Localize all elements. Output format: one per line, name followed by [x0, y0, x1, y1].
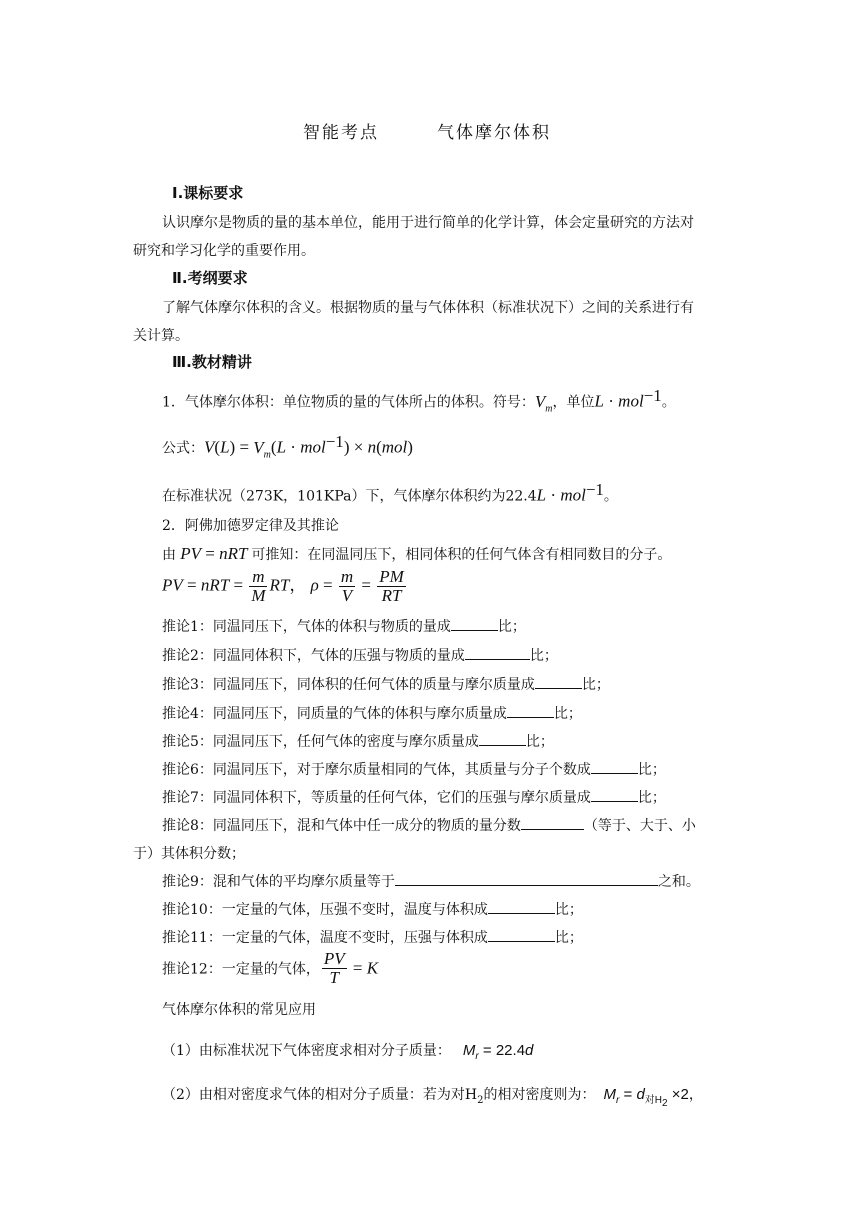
gas-law-formulas: PV = nRT = $\frac{m}{M}$ RT， ρ = $\frac{m}{V}$ = $\frac{PM}{RT}$ [162, 567, 404, 605]
vm-symbol: $V_m$ [534, 391, 553, 415]
corollary-1: 推论1：同温同压下，气体的体积与物质的量成 比； [162, 616, 526, 636]
corollary-6: 推论6：同温同压下，对于摩尔质量相同的气体，其质量与分子个数成 比； [162, 759, 666, 779]
answer-blank[interactable] [535, 674, 582, 689]
formula-label: 公式： [162, 440, 204, 457]
section-2-heading: Ⅱ.考纲要求 [172, 269, 248, 287]
corollary-7: 推论7：同温同体积下，等质量的任何气体，它们的压强与摩尔质量成 比； [162, 787, 666, 807]
applications-heading: 气体摩尔体积的常见应用 [162, 1002, 316, 1018]
answer-blank[interactable] [488, 899, 555, 914]
corollary-3: 推论3：同温同压下，同体积的任何气体的质量与摩尔质量成 比； [162, 674, 610, 694]
answer-blank[interactable] [507, 703, 554, 718]
corollary-8: 推论8：同温同压下，混和气体中任一成分的物质的量分数 （等于、大于、小 [162, 815, 696, 835]
ideal-gas-equation: PV [176, 544, 202, 563]
answer-blank[interactable] [451, 616, 498, 631]
formula-line: 公式：$V(L) = V_m(L \cdot mol^{-1}) \times n(mol)$ [162, 432, 413, 461]
unit-formula: L [594, 391, 604, 411]
item-1-end: 。 [661, 394, 676, 411]
section-1-line-1: 认识摩尔是物质的量的基本单位，能用于进行简单的化学计算，体会定量研究的方法对 [162, 215, 694, 231]
std-text: 在标准状况（273K，101KPa）下，气体摩尔体积约为22.4 [162, 488, 537, 505]
item-1-text: 1．气体摩尔体积：单位物质的量的气体所占的体积。符号： [162, 394, 535, 411]
std-unit: L [536, 485, 547, 505]
answer-blank[interactable] [521, 815, 584, 830]
item-1-unit-prefix: ，单位 [552, 394, 595, 411]
section-2-line-1: 了解气体摩尔体积的含义。根据物质的量与气体体积（标准状况下）之间的关系进行有 [162, 300, 694, 316]
application-2: （2）由相对密度求气体的相对分子质量：若为对$H_2$的相对密度则为： $M_r = d_{对H_2} \times 2$， [162, 1086, 703, 1109]
relative-density-formula: $M_r = d_{对H_2} \times 2$ [603, 1086, 689, 1109]
density-formula: $M_r = 22.4d$ [462, 1042, 534, 1062]
section-1-line-2: 研究和学习化学的重要作用。 [133, 243, 315, 259]
page-title-right: 气体摩尔体积 [437, 123, 551, 143]
std-end: 。 [603, 488, 618, 505]
corollary-4: 推论4：同温同压下，同质量的气体的体积与摩尔质量成 比； [162, 703, 582, 723]
corollary-9: 推论9：混和气体的平均摩尔质量等于 之和。 [162, 871, 700, 891]
derive-line: 由 PV = nRT 可推知：在同温同压下，相同体积的任何气体含有相同数目的分子。 [162, 544, 672, 563]
section-3-heading: Ⅲ.教材精讲 [172, 353, 252, 371]
answer-blank[interactable] [395, 871, 658, 886]
item-2: 2．阿佛加德罗定律及其推论 [162, 518, 339, 534]
combined-gas-law: $\frac{PV}{T}$ [323, 949, 345, 987]
answer-blank[interactable] [591, 787, 638, 802]
page-title-left: 智能考点 [303, 123, 379, 143]
section-2-line-2: 关计算。 [133, 328, 189, 344]
answer-blank[interactable] [488, 927, 555, 942]
corollary-11: 推论11：一定量的气体，温度不变时，压强与体积成 比； [162, 927, 583, 947]
item-1-line: 1．气体摩尔体积：单位物质的量的气体所占的体积。符号：$V_m$，单位L · mol$^{-1}$。 [162, 386, 676, 415]
answer-blank[interactable] [591, 759, 638, 774]
corollary-8-line-2: 于）其体积分数； [133, 846, 245, 862]
derive-prefix: 由 [162, 547, 176, 563]
corollary-12: 推论12：一定量的气体， $\frac{PV}{T}$ = K [162, 949, 379, 987]
derive-text: 可推知：在同温同压下，相同体积的任何气体含有相同数目的分子。 [251, 547, 672, 563]
answer-blank[interactable] [465, 645, 530, 660]
application-1: （1）由标准状况下气体密度求相对分子质量： $M_r = 22.4d$ [162, 1042, 534, 1062]
molar-volume-formula: V [204, 437, 215, 457]
standard-conditions-line: 在标准状况（273K，101KPa）下，气体摩尔体积约为22.4L · mol$^{-1}$。 [162, 480, 618, 505]
corollary-10: 推论10：一定量的气体，压强不变时，温度与体积成 比； [162, 899, 583, 919]
corollary-5: 推论5：同温同压下，任何气体的密度与摩尔质量成 比； [162, 731, 554, 751]
answer-blank[interactable] [479, 731, 526, 746]
corollary-2: 推论2：同温同体积下，气体的压强与物质的量成 比； [162, 645, 558, 665]
section-1-heading: Ⅰ.课标要求 [172, 184, 244, 202]
